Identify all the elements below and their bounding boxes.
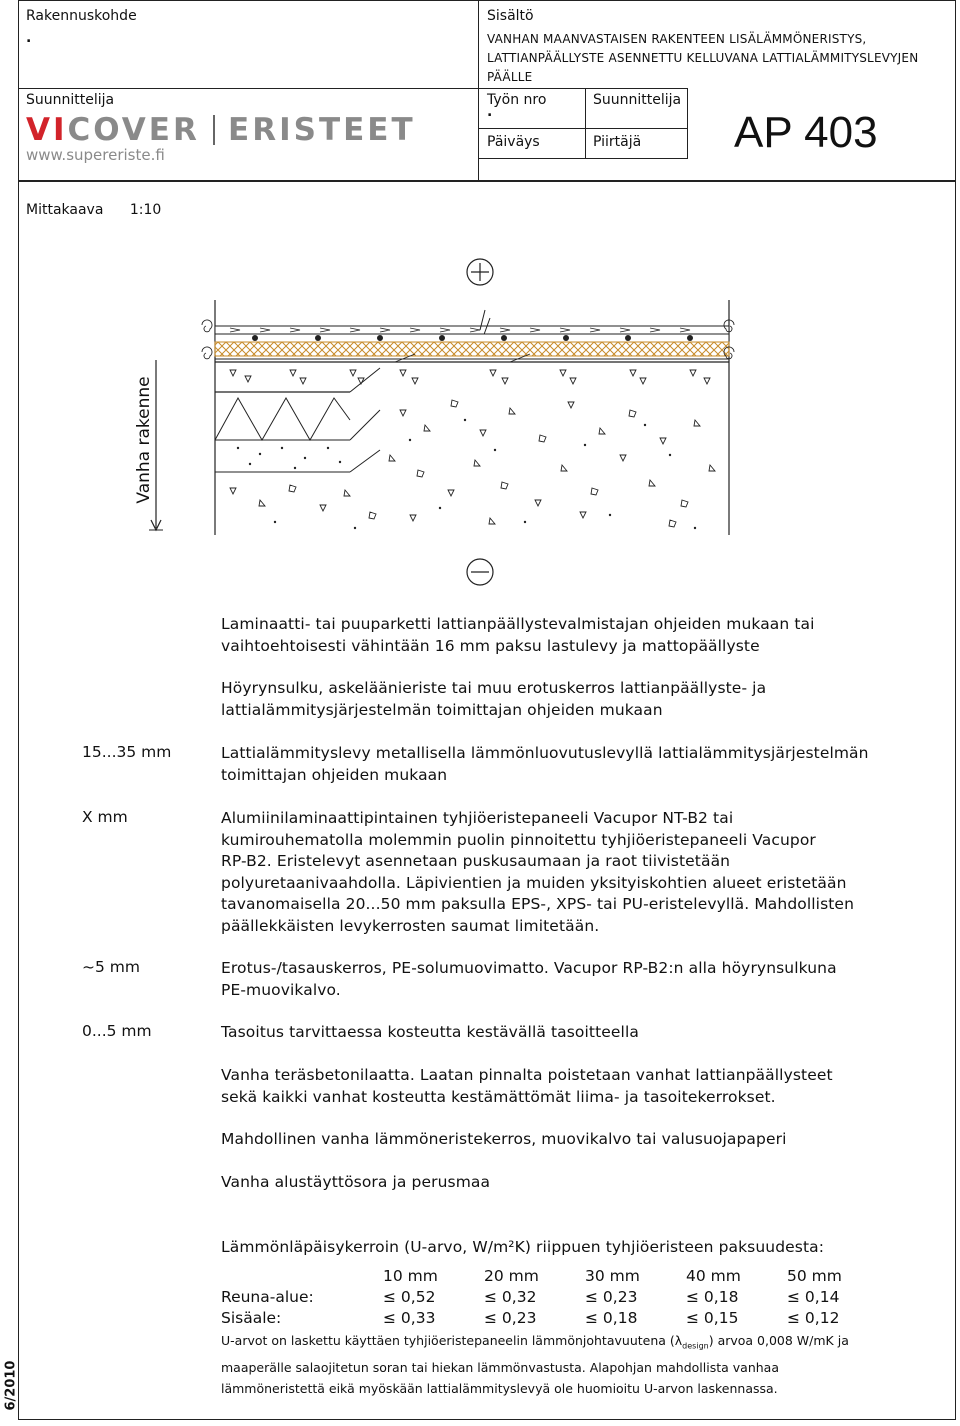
logo-url: www.supereriste.fi bbox=[26, 146, 165, 164]
scale-value: 1:10 bbox=[129, 202, 162, 218]
uvalue-header-row bbox=[221, 1265, 888, 1286]
drawing-code: AP 403 bbox=[734, 108, 878, 157]
designer-label: Suunnittelija bbox=[26, 92, 115, 108]
old-insulation-dots bbox=[237, 447, 341, 469]
logo-eristeet: ERISTEET bbox=[228, 112, 416, 148]
layer-8: Mahdollinen vanha lämmöneristekerros, muovikalvo tai valusuojapaperi bbox=[221, 1130, 787, 1148]
layer-3: Lattialämmityslevy metallisella lämmönluovutuslevyllä lattialämmitysjärjestelmän toimittajan ohjeiden mukaan bbox=[221, 744, 869, 784]
table-row: Sisäale: ≤ 0,33 ≤ 0,23 ≤ 0,18 ≤ 0,15 ≤ 0,12 bbox=[221, 1308, 840, 1327]
layer-1: Laminaatti- tai puuparketti lattianpäällystevalmistajan ohjeiden mukaan tai vaihtoehtoisesti vähintään 16 mm paksu lastulevy ja mattopäällyste bbox=[221, 615, 815, 655]
gravel-dots bbox=[274, 419, 696, 529]
side-label-group bbox=[125, 360, 165, 530]
layer-2: Höyrynsulku, askeläänieriste tai muu erotuskerros lattianpäällyste- ja lattialämmitysjärjestelmän toimittajan ohjeiden mukaan bbox=[221, 679, 767, 719]
side-arrow-icon bbox=[149, 360, 163, 532]
layer-6: Tasoitus tarvittaessa kosteutta kestävällä tasoitteella bbox=[221, 1023, 639, 1041]
uvalue-note: U-arvot on laskettu käyttäen tyhjiöeristepaneelin lämmönjohtavuutena $(\lambda_{design})$ arvoa 0,008 W/mK ja maaperälle salaojitetun soran tai hiekan lämmönvastusta. Alapohjan mahdollista vanhaa lämmöneristettä eikä myöskään lattialämmityslevyä ole huomioitu U-arvon laskennassa. bbox=[221, 1333, 849, 1396]
date-label: Päiväys bbox=[487, 134, 540, 150]
uvalue-table bbox=[221, 1265, 888, 1328]
content-label: Sisältö bbox=[487, 8, 534, 24]
uvalue-col: 40 mm bbox=[686, 1266, 741, 1285]
layer-4-dim: X mm bbox=[82, 808, 128, 826]
concrete-triangles bbox=[230, 370, 710, 384]
section-drawing-svg bbox=[190, 250, 750, 590]
old-insulation-zigzag bbox=[215, 398, 350, 440]
gravel-fill bbox=[230, 400, 715, 527]
layer-6-dim: 0...5 mm bbox=[82, 1022, 152, 1040]
layer-7: Vanha teräsbetonilaatta. Laatan pinnalta poistetaan vanhat lattianpäällysteet sekä kaikki vanhat kosteutta kestämättömät liima- ja tasoitekerrokset. bbox=[221, 1066, 833, 1106]
project-label: Rakennuskohde bbox=[26, 8, 137, 24]
uvalue-col: 30 mm bbox=[585, 1266, 640, 1285]
work-no-label: Työn nro bbox=[487, 92, 547, 108]
uvalue-col: 50 mm bbox=[787, 1266, 842, 1285]
project-value: . bbox=[26, 30, 32, 46]
uvalue-title: Lämmönläpäisykerroin (U-arvo, W/m²K) riippuen tyhjiöeristeen paksuudesta: bbox=[221, 1238, 825, 1256]
uvalue-col: 20 mm bbox=[484, 1266, 539, 1285]
scale-row bbox=[26, 202, 161, 218]
side-label: Vanha rakenne bbox=[134, 376, 154, 504]
drafter-label: Piirtäjä bbox=[593, 134, 642, 150]
layer-5: Erotus-/tasauskerros, PE-solumuovimatto. Vacupor RP-B2:n alla höyrynsulkuna PE-muovikalvo. bbox=[221, 959, 837, 999]
layer-4: Alumiinilaminaattipintainen tyhjiöeristepaneeli Vacupor NT-B2 tai kumirouhematolla molemmin puolin pinnoitettu tyhjiöeristepaneeli Vacupor RP-B2. Eristelevyt asennetaan puskusaumaan ja raot tiivistetään polyuretaanivaahdolla. Läpivientien ja muiden yksityiskohtien alueet eristetään tavanomaisella 20...50 mm paksulla EPS-, XPS- tai PU-eristelevyllä. Mahdollisten päällekkäisten levykerrosten saumat limitetään. bbox=[221, 809, 854, 935]
edition-label: 6/2010 bbox=[3, 1360, 19, 1411]
scale-label: Mittakaava bbox=[26, 202, 104, 218]
layer-3-dim: 15...35 mm bbox=[82, 743, 172, 761]
content-text: VANHAN MAANVASTAISEN RAKENTEEN LISÄLÄMMÖNERISTYS, LATTIANPÄÄLLYSTE ASENNETTU KELLUVANA LATTIALÄMMITYSLEVYJEN PÄÄLLE bbox=[487, 32, 919, 84]
layer-5-dim: ~5 mm bbox=[82, 958, 140, 976]
table-row: Reuna-alue: ≤ 0,52 ≤ 0,32 ≤ 0,23 ≤ 0,18 ≤ 0,14 bbox=[221, 1287, 840, 1306]
section-drawing bbox=[190, 250, 750, 590]
logo-vicover: VICOVER bbox=[26, 112, 200, 148]
company-logo bbox=[26, 112, 416, 148]
layer-9: Vanha alustäyttösora ja perusmaa bbox=[221, 1173, 491, 1191]
designer2-label: Suunnittelija bbox=[593, 92, 682, 108]
uvalue-col: 10 mm bbox=[383, 1266, 438, 1285]
work-no-value: . bbox=[487, 104, 493, 120]
